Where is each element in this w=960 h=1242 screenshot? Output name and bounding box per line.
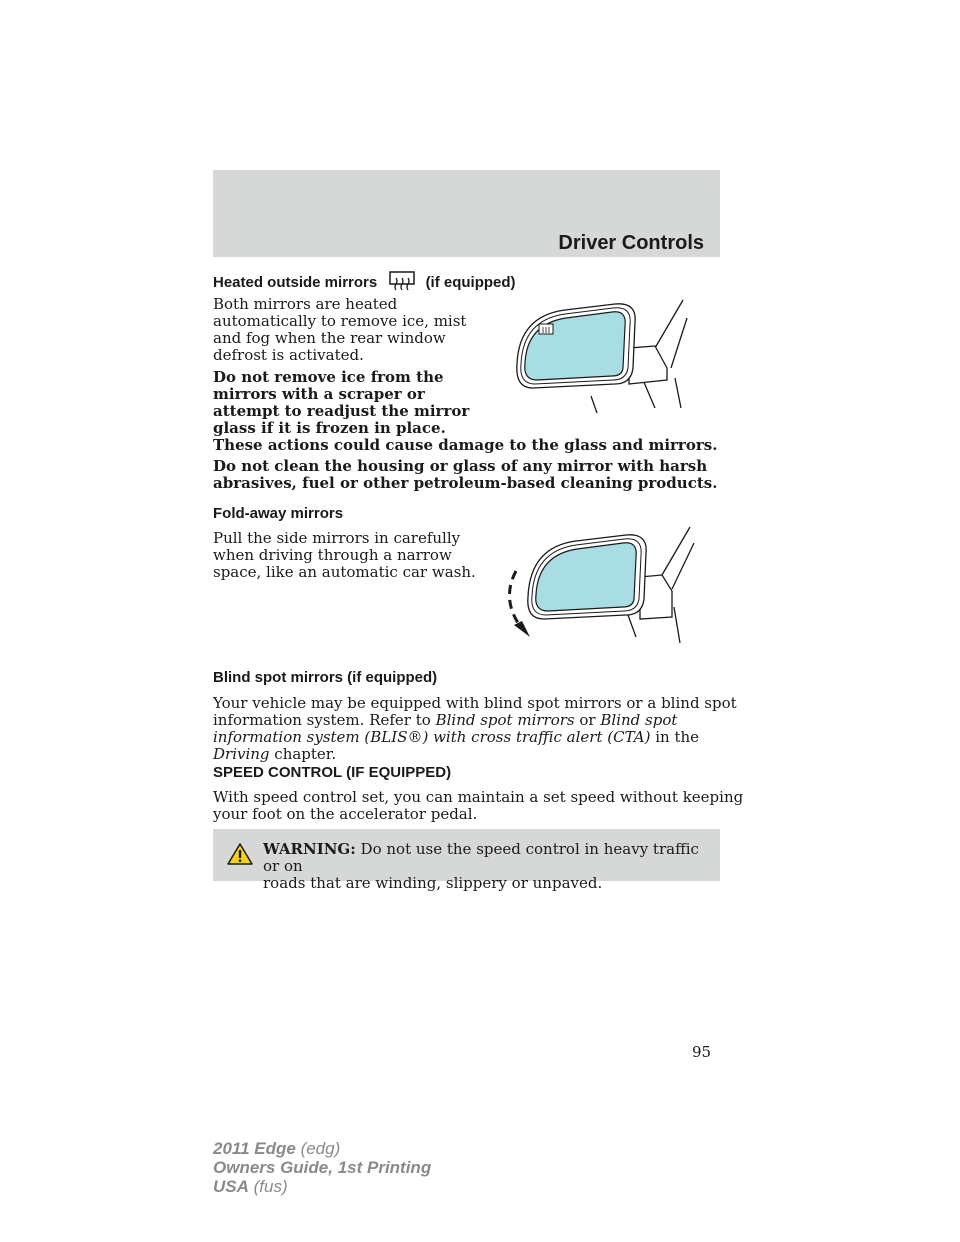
blind-spot-mirrors-reference: Blind spot mirrors: [435, 711, 575, 729]
chapter-header-band: [213, 170, 720, 257]
page-number: 95: [692, 1043, 712, 1061]
heated-mirrors-heading: Heated outside mirrors (if equipped): [213, 271, 516, 295]
heated-mirror-illustration: [505, 298, 690, 413]
rear-defrost-icon: [389, 271, 415, 295]
heated-mirrors-body: Both mirrors are heated automatically to remove ice, mist and fog when the rear window defrost is activated.: [213, 295, 467, 364]
fold-away-heading: Fold-away mirrors: [213, 505, 344, 522]
speed-control-body: With speed control set, you can maintain a set speed without keeping your foot on the accelerator pedal.: [213, 788, 744, 823]
fold-away-mirror-illustration: [500, 525, 695, 645]
warning-box: [213, 829, 720, 892]
warning-triangle-icon: [227, 842, 253, 866]
mirror-cleaning-caution: Do not clean the housing or glass of any mirror with harsh abrasives, fuel or other petroleum-based cleaning products.: [213, 457, 718, 492]
blind-spot-heading: Blind spot mirrors (if equipped): [213, 669, 438, 686]
chapter-title: Driver Controls: [558, 232, 704, 254]
blis-reference: information system (BLIS®) with cross traffic alert (CTA): [213, 728, 651, 746]
warning-text: WARNING: Do not use the speed control in heavy traffic or on roads that are winding, slippery or unpaved.: [263, 840, 699, 892]
print-footer: 2011 Edge (edg) Owners Guide, 1st Printing USA (fus): [213, 1139, 432, 1196]
driving-chapter-reference: Driving: [213, 745, 270, 763]
fold-away-body: Pull the side mirrors in carefully when driving through a narrow space, like an automatic car wash.: [213, 529, 476, 581]
blind-spot-body: Your vehicle may be equipped with blind spot mirrors or a blind spot information system. Refer to Blind spot mirrors or Blind spot information system (BLIS®) with cross traffic alert (CTA) in the Driving chapter.: [213, 694, 737, 763]
heated-mirrors-caution: Do not remove ice from the mirrors with a scraper or attempt to readjust the mirror glass if it is frozen in place. These actions could cause damage to the glass and mirrors.: [213, 368, 718, 454]
speed-control-heading: SPEED CONTROL (IF EQUIPPED): [213, 764, 452, 781]
